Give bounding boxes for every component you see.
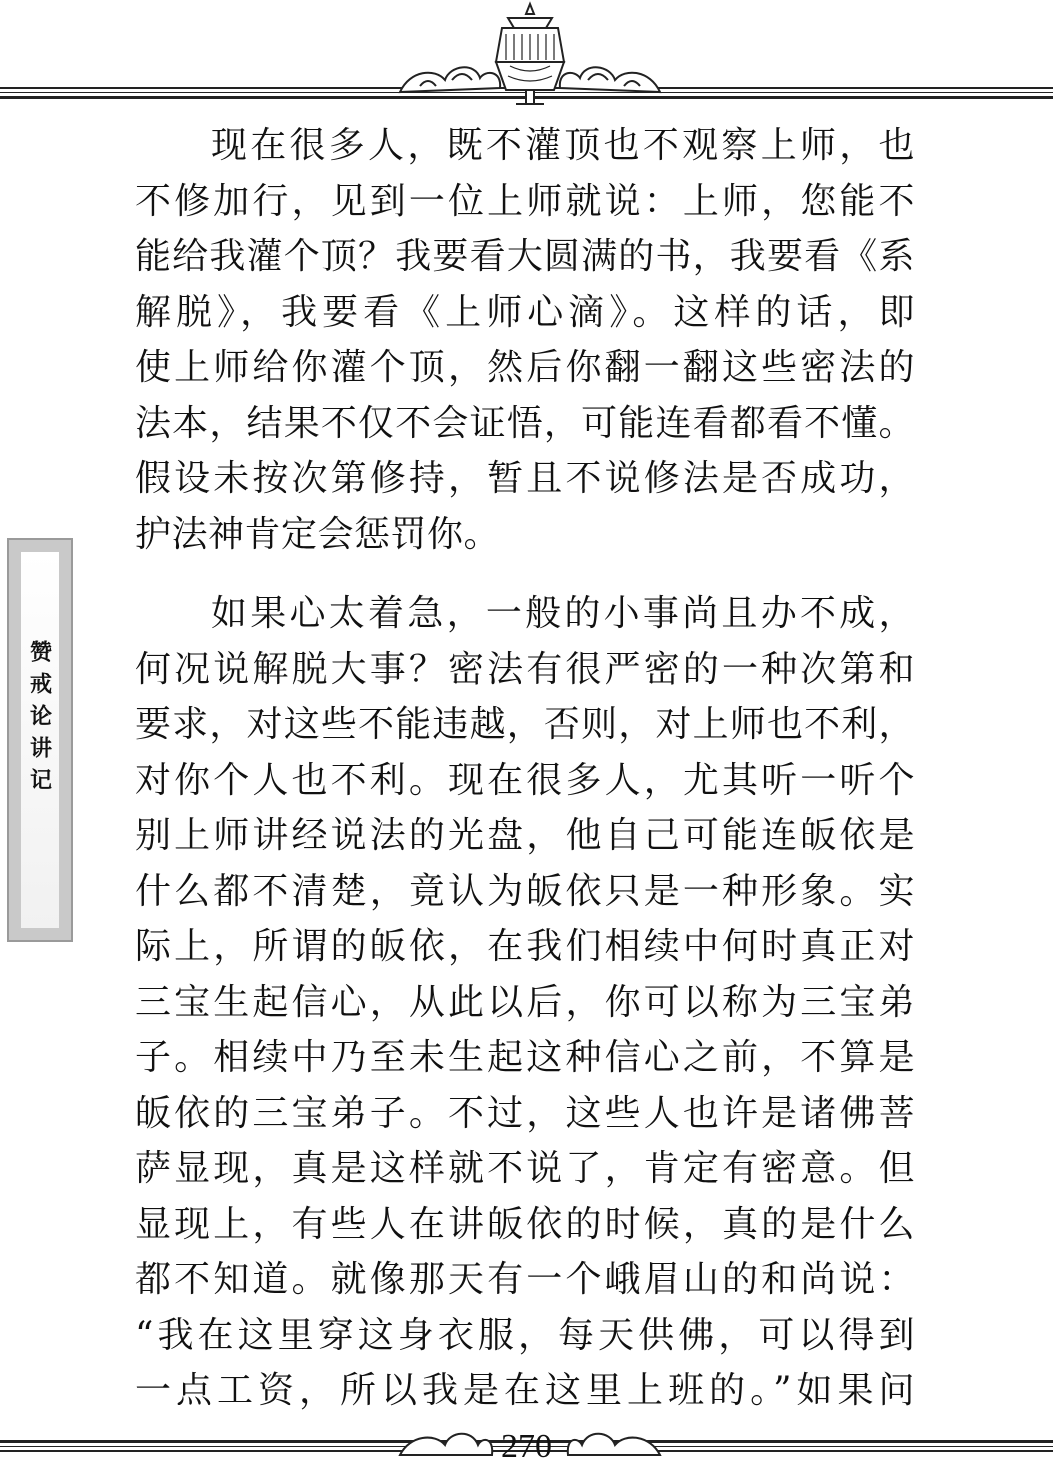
side-tab-title: 赞戒论讲记 [26,640,53,800]
text-line: 萨显现，真是这样就不说了，肯定有密意。但 [135,1148,915,1189]
text-line: 不修加行，见到一位上师就说：上师，您能不 [135,180,915,222]
text-line: 如果心太着急，一般的小事尚且办不成， [211,593,915,634]
text-line: 现在很多人，既不灌顶也不观察上师，也 [211,125,915,166]
text-line: 对你个人也不利。现在很多人，尤其听一听个 [135,759,915,801]
paragraph-2 [135,586,915,1419]
text-line: 都不知道。就像那天有一个峨眉山的和尚说： [135,1259,915,1300]
text-line: 际上，所谓的皈依，在我们相续中何时真正对 [135,926,915,967]
text-line: “我在这里穿这身衣服，每天供佛，可以得到 [135,1314,915,1356]
text-line: 皈依的三宝弟子。不过，这些人也许是诸佛菩 [135,1092,915,1134]
text-line: 假设未按次第修持，暂且不说修法是否成功， [135,458,915,499]
left-cloud-icon [400,67,500,92]
text-line: 能给我灌个顶？我要看大圆满的书，我要看《系 [135,236,915,277]
banner-icon [496,4,564,104]
text-line: 法本，结果不仅不会证悟，可能连看都看不懂。 [135,402,915,444]
text-line: 使上师给你灌个顶，然后你翻一翻这些密法的 [135,347,915,388]
text-line: 一点工资，所以我是在这里上班的。”如果问 [135,1370,915,1411]
victory-banner-ornament-icon [390,0,670,110]
text-line: 别上师讲经说法的光盘，他自己可能连皈依是 [135,815,915,856]
text-line: 显现上，有些人在讲皈依的时候，真的是什么 [135,1203,915,1245]
text-line: 要求，对这些不能违越，否则，对上师也不利， [135,704,915,745]
right-cloud-icon [560,67,660,92]
text-line: 什么都不清楚，竟认为皈依只是一种形象。实 [135,870,915,912]
page-body [135,118,915,1419]
paragraph-1 [135,118,915,562]
page-number: 270 [501,1428,552,1465]
side-chapter-tab [7,538,73,942]
text-line: 子。相续中乃至未生起这种信心之前，不算是 [135,1037,915,1078]
text-line: 护法神肯定会惩罚你。 [135,513,501,555]
text-line: 三宝生起信心，从此以后，你可以称为三宝弟 [135,981,915,1023]
text-line: 何况说解脱大事？密法有很严密的一种次第和 [135,648,915,690]
text-line: 解脱》，我要看《上师心滴》。这样的话，即 [135,291,915,333]
